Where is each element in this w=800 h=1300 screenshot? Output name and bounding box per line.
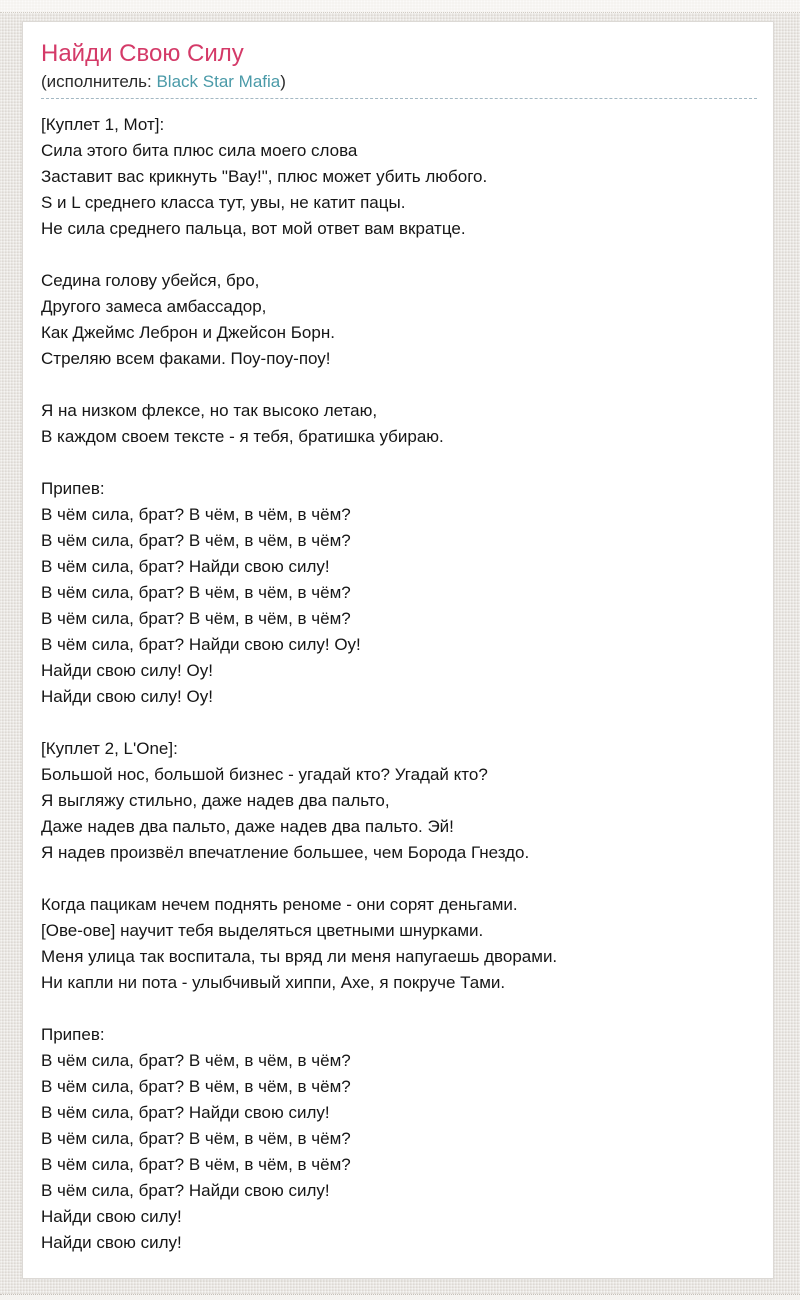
- lyric-line: S и L среднего класса тут, увы, не катит пацы.: [41, 192, 406, 212]
- artist-suffix: ): [280, 71, 286, 91]
- lyric-line: Найди свою силу!: [41, 1232, 182, 1252]
- lyric-line: Как Джеймс Леброн и Джейсон Борн.: [41, 322, 335, 342]
- artist-link[interactable]: Black Star Mafia: [156, 71, 281, 91]
- lyric-line: В чём сила, брат? В чём, в чём, в чём?: [41, 504, 351, 524]
- lyrics-card: [22, 21, 774, 1279]
- stanza: [41, 892, 757, 996]
- lyric-line: В чём сила, брат? В чём, в чём, в чём?: [41, 1128, 351, 1148]
- lyric-line: В чём сила, брат? В чём, в чём, в чём?: [41, 1050, 351, 1070]
- lyric-line: [Ове-ове] научит тебя выделяться цветными шнурками.: [41, 920, 484, 940]
- lyric-line: Припев:: [41, 1024, 105, 1044]
- lyric-line: Ни капли ни пота - улыбчивый хиппи, Ахе, я покруче Тами.: [41, 972, 506, 992]
- lyric-line: Найди свою силу! Оу!: [41, 686, 213, 706]
- stanza: [41, 736, 757, 866]
- lyric-line: В чём сила, брат? В чём, в чём, в чём?: [41, 608, 351, 628]
- stanza: [41, 398, 757, 450]
- artist-line: [41, 71, 757, 93]
- lyric-line: Найди свою силу! Оу!: [41, 660, 213, 680]
- lyric-line: [Куплет 2, L'One]:: [41, 738, 178, 758]
- lyric-line: В чём сила, брат? В чём, в чём, в чём?: [41, 1076, 351, 1096]
- lyric-line: В чём сила, брат? Найди свою силу!: [41, 556, 330, 576]
- lyric-line: Даже надев два пальто, даже надев два пальто. Эй!: [41, 816, 454, 836]
- lyric-line: Когда пацикам нечем поднять реноме - они сорят деньгами.: [41, 894, 518, 914]
- lyric-line: Другого замеса амбассадор,: [41, 296, 267, 316]
- lyric-line: Не сила среднего пальца, вот мой ответ вам вкратце.: [41, 218, 466, 238]
- lyric-line: Я выгляжу стильно, даже надев два пальто,: [41, 790, 390, 810]
- lyric-line: В чём сила, брат? Найди свою силу! Оу!: [41, 634, 361, 654]
- song-title: Найди Свою Силу: [41, 40, 244, 67]
- lyrics: [41, 112, 757, 1256]
- lyric-line: Я на низком флексе, но так высоко летаю,: [41, 400, 378, 420]
- page-top-strip: [0, 0, 800, 13]
- lyric-line: Стреляю всем факами. Поу-поу-поу!: [41, 348, 331, 368]
- stanza: [41, 112, 757, 242]
- lyric-line: Седина голову убейся, бро,: [41, 270, 260, 290]
- stanza: [41, 476, 757, 710]
- lyric-line: В чём сила, брат? Найди свою силу!: [41, 1102, 330, 1122]
- lyric-line: Найди свою силу!: [41, 1206, 182, 1226]
- page-bottom-strip: [0, 1294, 800, 1300]
- lyric-line: Припев:: [41, 478, 105, 498]
- lyric-line: В чём сила, брат? В чём, в чём, в чём?: [41, 1154, 351, 1174]
- lyric-line: Сила этого бита плюс сила моего слова: [41, 140, 358, 160]
- stanza: [41, 268, 757, 372]
- lyric-line: [Куплет 1, Мот]:: [41, 114, 165, 134]
- lyric-line: Заставит вас крикнуть "Вау!", плюс может убить любого.: [41, 166, 488, 186]
- lyric-line: Я надев произвёл впечатление большее, чем Борода Гнездо.: [41, 842, 530, 862]
- lyric-line: В чём сила, брат? В чём, в чём, в чём?: [41, 530, 351, 550]
- stanza: [41, 1022, 757, 1256]
- artist-label: (исполнитель:: [41, 71, 157, 91]
- lyric-line: Меня улица так воспитала, ты вряд ли меня напугаешь дворами.: [41, 946, 558, 966]
- song-header: [41, 40, 757, 99]
- lyric-line: В чём сила, брат? Найди свою силу!: [41, 1180, 330, 1200]
- lyric-line: Большой нос, большой бизнес - угадай кто? Угадай кто?: [41, 764, 488, 784]
- lyric-line: В чём сила, брат? В чём, в чём, в чём?: [41, 582, 351, 602]
- lyric-line: В каждом своем тексте - я тебя, братишка убираю.: [41, 426, 444, 446]
